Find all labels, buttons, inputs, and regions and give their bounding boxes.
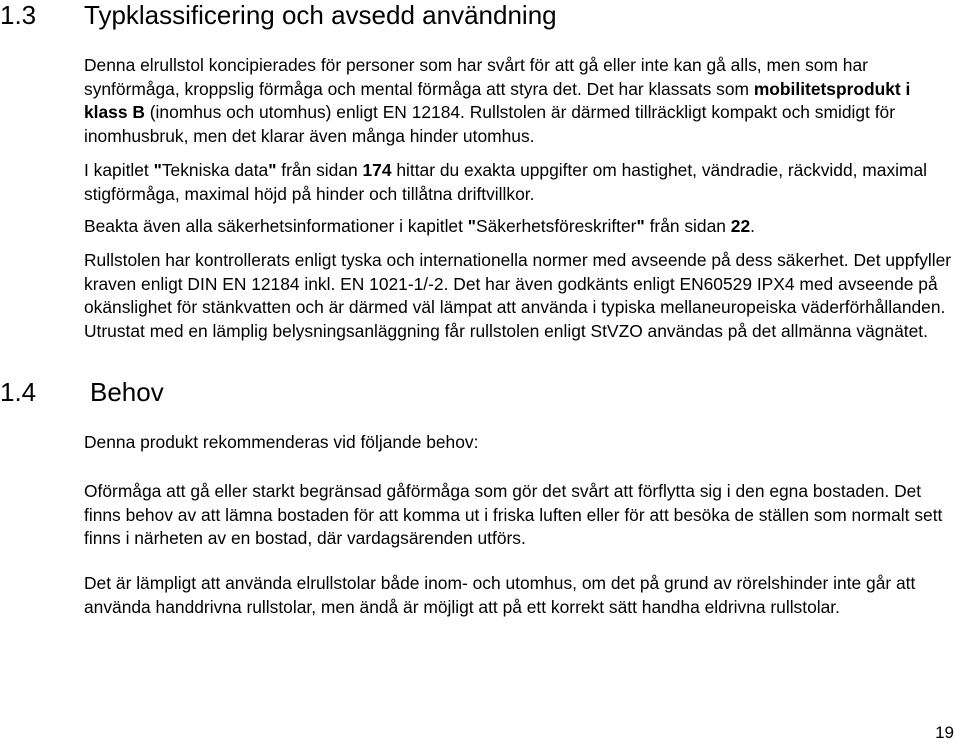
page-number: 19: [935, 723, 954, 742]
section-1-4-heading: [0, 375, 164, 409]
bold-run: mobilitetsprodukt i klass B: [84, 78, 911, 122]
section-number: 1.3: [0, 0, 37, 30]
text-run: Beakta även alla säkerhetsinformationer i kapitlet: [84, 216, 468, 236]
section-title: Typklassificering och avsedd användning: [84, 0, 557, 30]
paragraph: [84, 215, 954, 239]
text-run: från sidan: [276, 160, 363, 180]
quote-mark: ": [153, 160, 162, 180]
quote-mark: ": [268, 160, 277, 180]
page-reference: 22: [730, 216, 751, 236]
quote-mark: ": [467, 216, 477, 236]
text-run: Säkerhetsföreskrifter: [476, 216, 637, 236]
quote-mark: ": [636, 216, 645, 236]
section-title: Behov: [90, 377, 164, 407]
text-run: hittar du exakta uppgifter om hastighet, vändradie, räckvidd, maximal stigförmåga, maximal höjd på hinder och tillåtna driftvillkor.: [84, 160, 928, 204]
text-run: Denna elrullstol koncipierades för personer som har svårt för att gå eller inte kan gå alls, men som har synförmåga, kroppslig förmåga och mental förmåga att styra det. Det har klassats som: [84, 55, 868, 99]
paragraph: [84, 54, 954, 148]
text-run: .: [750, 216, 755, 236]
text-run: (inomhus och utomhus) enligt EN 12184. Rullstolen är därmed tillräckligt kompakt och smidigt för inomhusbruk, men det klarar även många hinder utomhus.: [84, 102, 895, 146]
paragraph: Rullstolen har kontrollerats enligt tyska och internationella normer med avseende på dess säkerhet. Det uppfyller kraven enligt DIN EN 12184 inkl. EN 1021-1/-2. Det har även godkänts enligt EN60529 IPX4 med avseende på okänslighet för stänkvatten och är därmed väl lämpat att använda i typiska mellaneuropeiska väderförhållanden. Utrustat med en lämplig belysningsanläggning får rullstolen enligt StVZO användas på det allmänna vägnätet.: [84, 250, 952, 341]
section-1-3-heading: [0, 0, 557, 30]
text-run: från sidan: [644, 216, 731, 236]
text-run: Tekniska data: [161, 160, 269, 180]
text-run: I kapitlet: [84, 160, 154, 180]
section-number: 1.4: [0, 377, 37, 407]
paragraph: Det är lämpligt att använda elrullstolar både inom- och utomhus, om det på grund av rörelshinder inte går att använda handdrivna rullstolar, men ändå är möjligt att på ett korrekt sätt handha eldrivna rullstolar.: [84, 573, 916, 617]
page-reference: 174: [362, 160, 392, 180]
paragraph: Oförmåga att gå eller starkt begränsad gåförmåga som gör det svårt att förflytta sig i den egna bostaden. Det finns behov av att lämna bostaden för att komma ut i friska luften eller för att besöka de ställen som normalt sett finns i närheten av en bostad, där vardagsärenden utförs.: [84, 481, 943, 548]
paragraph: Denna produkt rekommenderas vid följande behov:: [84, 432, 479, 452]
paragraph: [84, 159, 954, 206]
